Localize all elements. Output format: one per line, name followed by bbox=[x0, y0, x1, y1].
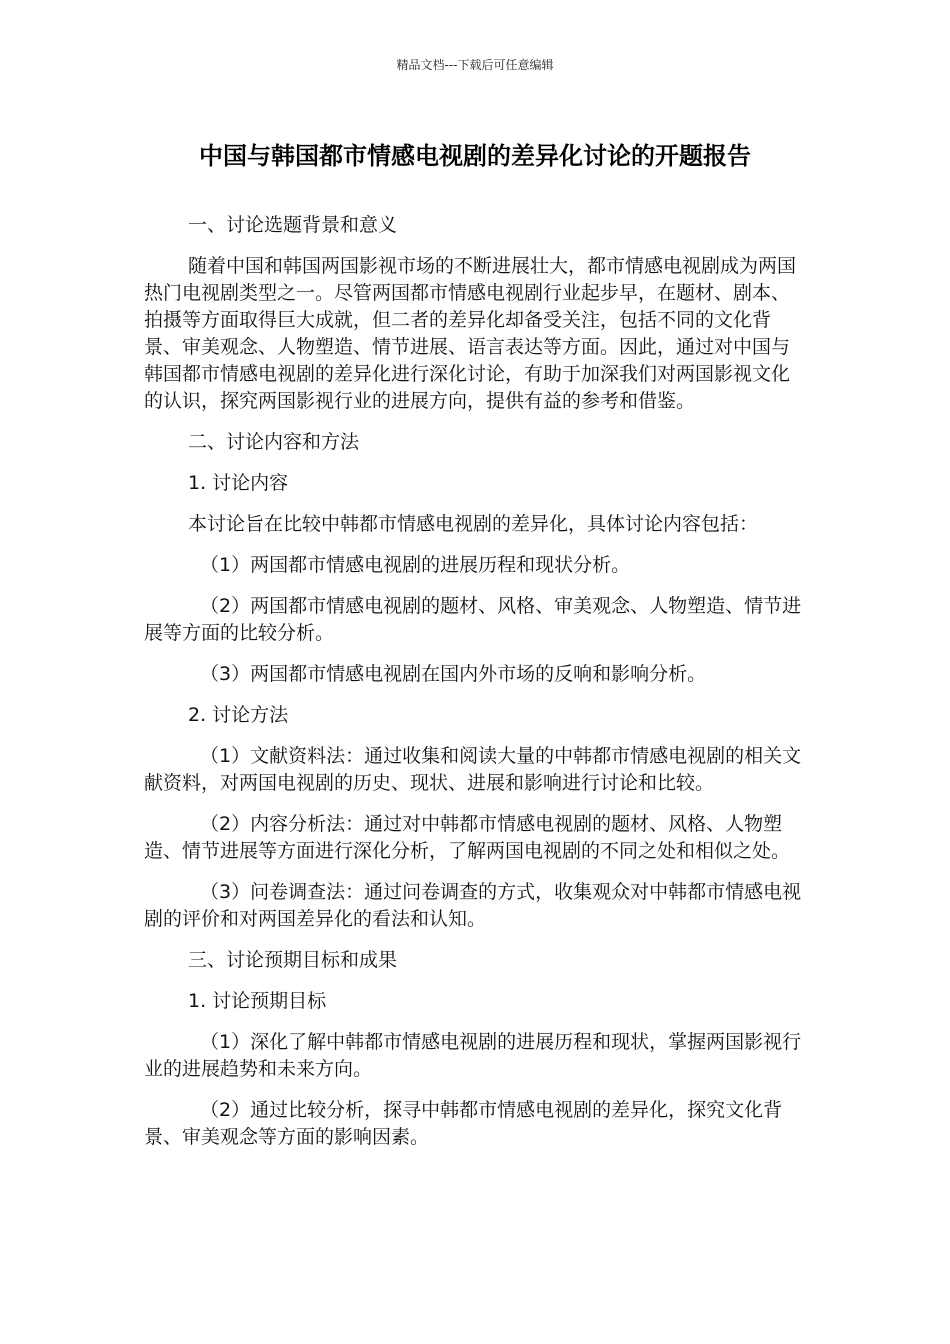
content-item-1: （1）两国都市情感电视剧的进展历程和现状分析。 bbox=[200, 554, 631, 576]
section-1-body: 随着中国和韩国两国影视市场的不断进展壮大，都市情感电视剧成为两国热门电视剧类型之一。尽管两国都市情感电视剧行业起步早，在题材、剧本、拍摄等方面取得巨大成就，但二者的差异化却备受关注，包括不同的文化背景、审美观念、人物塑造、情节进展、语言表达等方面。因此，通过对中国与韩国都市情感电视剧的差异化进行深化讨论，有助于加深我们对两国影视文化的认识，探究两国影视行业的进展方向，提供有益的参考和借鉴。 bbox=[144, 255, 797, 412]
section-1-heading: 一、讨论选题背景和意义 bbox=[188, 214, 398, 236]
section-2-1-heading: 1. 讨论内容 bbox=[188, 472, 289, 494]
section-3-heading: 三、讨论预期目标和成果 bbox=[188, 949, 398, 971]
content-item-3: （3）两国都市情感电视剧在国内外市场的反响和影响分析。 bbox=[200, 663, 707, 685]
method-item-2: （2）内容分析法：通过对中韩都市情感电视剧的题材、风格、人物塑造、情节进展等方面进行深化分析，了解两国电视剧的不同之处和相似之处。 bbox=[144, 813, 791, 862]
content-item-2: （2）两国都市情感电视剧的题材、风格、审美观念、人物塑造、情节进展等方面的比较分析。 bbox=[144, 595, 802, 644]
section-2-1-intro: 本讨论旨在比较中韩都市情感电视剧的差异化，具体讨论内容包括： bbox=[188, 513, 759, 535]
section-2-2-heading: 2. 讨论方法 bbox=[188, 704, 289, 726]
document-title: 中国与韩国都市情感电视剧的差异化讨论的开题报告 bbox=[199, 142, 751, 170]
document-body bbox=[144, 212, 808, 1165]
section-2-heading: 二、讨论内容和方法 bbox=[188, 431, 360, 453]
method-item-1: （1）文献资料法：通过收集和阅读大量的中韩都市情感电视剧的相关文献资料，对两国电视剧的历史、现状、进展和影响进行讨论和比较。 bbox=[144, 745, 802, 794]
page-header-watermark: 精品文档---下载后可任意编辑 bbox=[396, 58, 554, 72]
goal-item-1: （1）深化了解中韩都市情感电视剧的进展历程和现状，掌握两国影视行业的进展趋势和未来方向。 bbox=[144, 1031, 802, 1080]
section-3-1-heading: 1. 讨论预期目标 bbox=[188, 990, 327, 1012]
goal-item-2: （2）通过比较分析，探寻中韩都市情感电视剧的差异化，探究文化背景、审美观念等方面的影响因素。 bbox=[144, 1099, 783, 1148]
method-item-3: （3）问卷调查法：通过问卷调查的方式，收集观众对中韩都市情感电视剧的评价和对两国差异化的看法和认知。 bbox=[144, 881, 802, 930]
